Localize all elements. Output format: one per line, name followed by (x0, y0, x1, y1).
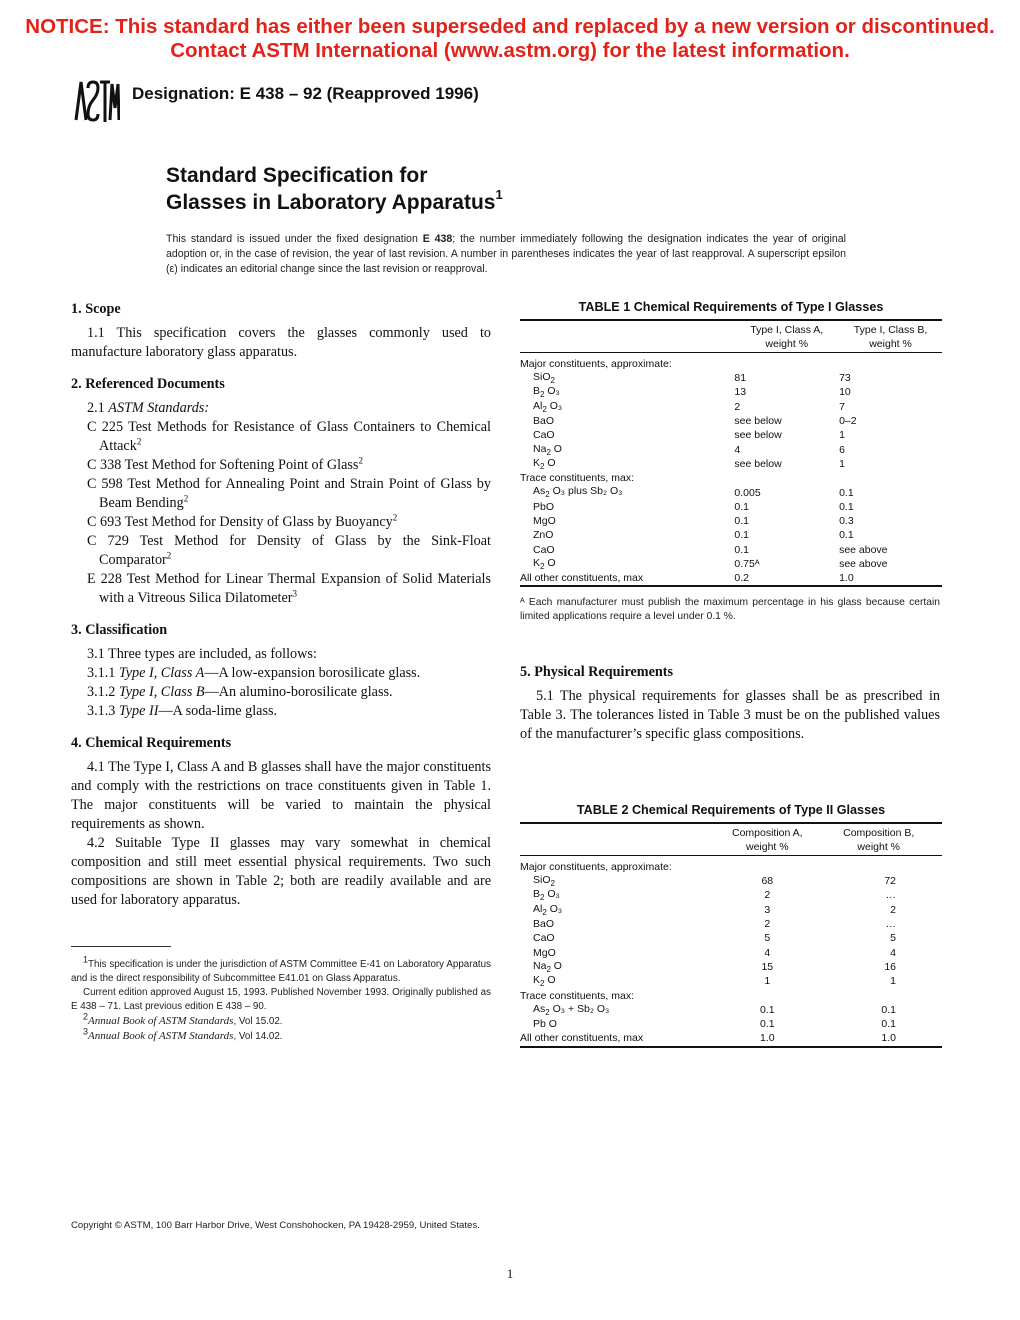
reference-item (71, 570, 491, 608)
type-number: 3.1.3 (87, 703, 119, 719)
value-cell-b: 72 (884, 875, 896, 888)
right-column-section-5 (520, 663, 940, 744)
formula-subscript: 2 (550, 879, 555, 889)
formula-rest: O₃ plus Sb₂ O₃ (549, 485, 623, 498)
footnote-1-text: This specification is under the jurisdiction of ASTM Committee E-41 on Laboratory Apparatus and is the direct responsibility of Subcommittee E41.01 on Glass Apparatus. (71, 959, 491, 984)
formula-subscript: 2 (540, 390, 545, 400)
type-description: —An alumino-borosilicate glass. (204, 684, 393, 700)
section-5-1: 5.1 The physical requirements for glasses shall be as prescribed in Table 3. The tolerances listed in Table 3 must be on the published values of the manufacturer’s specific glass compositions. (520, 688, 940, 742)
value-cell-a: 5 (764, 932, 771, 945)
formula: ZnO (533, 529, 554, 542)
value-cell-a: 4 (764, 946, 771, 959)
formula-subscript: 2 (542, 404, 547, 414)
table-row (520, 974, 942, 988)
table-row (520, 557, 942, 571)
formula-rest: O₃ (544, 385, 560, 398)
reference-footnote-mark: 2 (392, 512, 398, 523)
value-cell-b: 7 (839, 400, 845, 413)
value-cell-a: 0.1 (734, 543, 750, 556)
issuance-note (166, 232, 846, 277)
formula: Na (533, 959, 547, 972)
table-2-header-col-a (719, 823, 815, 856)
reference-item (71, 513, 491, 532)
value-cell-a (719, 988, 815, 1002)
reference-item (71, 532, 491, 570)
constituent-cell (520, 960, 719, 974)
table-1-caption: TABLE 1 Chemical Requirements of Type I Glasses (578, 300, 884, 314)
formula-subscript: 2 (550, 376, 555, 386)
section-4-1: 4.1 The Type I, Class A and B glasses shall have the major constituents and comply with the restrictions on trace constituents given in Table 1. The major constituents will be varied to maintain the physical requirements as shown. (71, 759, 491, 832)
section-4-heading: 4. Chemical Requirements (71, 735, 232, 751)
value-cell-b: 1 (890, 975, 896, 988)
title-line-1: Standard Specification for (166, 164, 428, 187)
section-2-1-label: ASTM Standards: (108, 400, 210, 416)
footnote-3-volume: , Vol 14.02. (233, 1031, 283, 1042)
table-row (520, 485, 942, 499)
page-number: 1 (506, 1266, 514, 1281)
section-3-1: 3.1 Three types are included, as follows: (87, 646, 317, 662)
value-cell-b: 0.1 (839, 500, 854, 513)
table-2-header-col-b (815, 823, 942, 856)
formula: Pb O (533, 1018, 557, 1031)
table-2-caption: TABLE 2 Chemical Requirements of Type II Glasses (576, 803, 886, 817)
formula-subscript: 2 (545, 490, 550, 500)
constituent-cell: Trace constituents, max: (520, 472, 634, 485)
value-cell-a: 15 (761, 960, 774, 973)
section-3-heading: 3. Classification (71, 622, 168, 638)
value-cell-a: 2 (764, 889, 771, 902)
footnote-2-book: Annual Book of ASTM Standards (88, 1015, 234, 1027)
intro-text-b: ; the number immediately following the designation indicates the year of original adoption or, in the case of revision, the year of last revision. A number in parentheses indicates the year of last reapproval. A superscript epsilon (ε) indicates an editorial change since the last revision or reapproval. (166, 233, 846, 275)
formula: K (533, 974, 541, 987)
table-row (520, 428, 942, 442)
formula-rest: O₃ (546, 902, 563, 915)
notice-line-1: NOTICE: This standard has either been superseded and replaced by a new version or discontinued. (25, 15, 995, 38)
constituent-cell (520, 888, 719, 902)
formula-subscript: 2 (540, 893, 545, 903)
value-cell-a (734, 471, 839, 485)
footnote-3 (71, 1026, 491, 1044)
document-title (166, 162, 503, 216)
value-cell-b: … (885, 918, 896, 931)
reference-footnote-mark: 3 (292, 588, 298, 599)
intro-designation: E 438 (422, 233, 453, 245)
table-row (520, 500, 942, 514)
header-line: Composition A, (731, 826, 803, 839)
constituent-cell (520, 514, 734, 528)
value-cell-b: 1.0 (815, 1031, 942, 1046)
constituent-cell (520, 1003, 719, 1017)
value-cell-b: 6 (839, 443, 845, 456)
table-1-header-col-a (734, 320, 839, 353)
header-line: weight % (857, 840, 901, 853)
formula-rest: O (544, 556, 556, 569)
value-cell-b: 4 (890, 946, 896, 959)
reference-text: C 338 Test Method for Softening Point of Glass (87, 457, 359, 473)
reference-item (71, 418, 491, 456)
value-cell-a: 0.2 (734, 571, 839, 586)
type-description: —A soda-lime glass. (158, 703, 278, 719)
type-item (71, 683, 491, 702)
formula: As (533, 485, 546, 498)
section-2-1-number: 2.1 (87, 400, 109, 416)
formula-rest: O₃ (546, 399, 563, 412)
intro-text-a: This standard is issued under the fixed designation (166, 233, 423, 245)
value-cell-b: 1.0 (839, 571, 942, 586)
value-cell-a: 0.1 (734, 500, 750, 513)
constituent-cell (520, 371, 734, 385)
constituent-cell (520, 485, 734, 499)
formula: BaO (533, 918, 555, 931)
reference-text: E 228 Test Method for Linear Thermal Expansion of Solid Materials with a Vitreous Silica Dilatometer (87, 571, 491, 606)
footnote-2-volume: , Vol 15.02. (233, 1016, 283, 1027)
constituent-cell (520, 457, 734, 471)
formula-subscript: 2 (540, 979, 545, 989)
formula: MgO (533, 515, 556, 528)
formula: BaO (533, 415, 555, 428)
table-row (520, 931, 942, 945)
table-row (520, 874, 942, 888)
table-2-header-row (520, 823, 942, 856)
left-column (71, 300, 491, 910)
table-row (520, 1017, 942, 1031)
value-cell-a: 0.1 (734, 515, 750, 528)
constituent-cell (520, 414, 734, 428)
designation: Designation: E 438 – 92 (Reapproved 1996) (132, 84, 479, 103)
value-cell-a: 1.0 (719, 1031, 815, 1046)
value-cell-a (734, 353, 839, 372)
formula-subscript: 2 (546, 447, 551, 457)
value-cell-b (815, 856, 942, 875)
value-cell-b: 1 (839, 457, 845, 470)
formula: B (533, 385, 541, 398)
title-line-2 (166, 189, 503, 216)
section-2-heading: 2. Referenced Documents (71, 376, 225, 392)
constituent-cell (520, 931, 719, 945)
type-item (71, 702, 491, 721)
header-line: weight % (746, 840, 789, 853)
value-cell-b (839, 471, 942, 485)
reference-text: C 598 Test Method for Annealing Point and Strain Point of Glass by Beam Bending (87, 476, 491, 511)
value-cell-b: 0.3 (839, 515, 854, 528)
reference-footnote-mark: 2 (358, 455, 363, 466)
constituent-cell (520, 500, 734, 514)
header-line: Type I, Class A, (750, 323, 824, 336)
formula: Al (533, 902, 543, 915)
formula-subscript: 2 (542, 907, 547, 917)
table-row (520, 888, 942, 902)
value-cell-b: 73 (839, 372, 851, 385)
table-row (520, 442, 942, 456)
reference-item (71, 456, 491, 475)
table-row (520, 400, 942, 414)
section-4-2: 4.2 Suitable Type II glasses may vary somewhat in chemical composition and still meet essential physical requirements. Two such compositions are shown in Table 2; both are readily available and are used for laboratory apparatus. (71, 835, 491, 908)
constituent-cell: Trace constituents, max: (520, 989, 634, 1002)
table-1-header-blank (520, 320, 734, 353)
value-cell-b (839, 353, 942, 372)
table-1 (520, 319, 942, 587)
value-cell-b (815, 988, 942, 1002)
footnote-1-mark: 1 (83, 954, 89, 965)
type-label: Type I, Class A (118, 665, 205, 681)
table-row (520, 471, 942, 485)
type-label: Type I, Class B (118, 684, 205, 700)
table-1-header-row (520, 320, 942, 353)
notice-line-2: Contact ASTM International (www.astm.org) for the latest information. (170, 39, 850, 62)
formula-subscript: 2 (546, 964, 551, 974)
table-1-footnote: ᴬ Each manufacturer must publish the maximum percentage in his glass because certain limited applications require a level under 0.1 %. (520, 597, 940, 622)
constituent-cell (520, 903, 719, 917)
value-cell-b: 0–2 (839, 415, 857, 428)
section-2-1 (71, 399, 491, 418)
footnote-divider (71, 946, 171, 947)
table-row (520, 1031, 942, 1046)
reference-text: C 729 Test Method for Density of Glass by the Sink-Float Comparator (87, 533, 491, 568)
formula: As (533, 1002, 546, 1015)
formula: Al (533, 399, 543, 412)
formula: K (533, 456, 541, 469)
reference-footnote-mark: 2 (166, 550, 172, 561)
footnote-1 (71, 954, 491, 986)
value-cell-a: 0.005 (734, 486, 761, 499)
header-line: Composition B, (843, 826, 915, 839)
formula: PbO (533, 500, 555, 513)
formula-rest: O (550, 442, 562, 455)
value-cell-a: 0.1 (760, 1003, 775, 1016)
formula: Na (533, 442, 547, 455)
formula-rest: O₃ (544, 888, 560, 901)
formula-rest: O (544, 974, 556, 987)
type-item (71, 664, 491, 683)
value-cell-a: 81 (734, 372, 747, 385)
astm-logo-icon (72, 78, 120, 124)
value-cell-b: 0.1 (839, 486, 854, 499)
constituent-cell (520, 400, 734, 414)
table-row (520, 528, 942, 542)
table-row (520, 903, 942, 917)
footnote-2 (71, 1011, 491, 1029)
formula-subscript: 2 (545, 1007, 550, 1017)
value-cell-a: 1 (764, 975, 771, 988)
footnote-2-mark: 2 (83, 1011, 89, 1022)
value-cell-a: 13 (734, 386, 747, 399)
table-row (520, 457, 942, 471)
constituent-cell (520, 974, 719, 988)
constituent-cell (520, 557, 734, 571)
table-1-header-col-b (839, 320, 942, 353)
constituent-cell (520, 1017, 719, 1031)
type-number: 3.1.1 (87, 665, 119, 681)
reference-footnote-mark: 2 (183, 493, 189, 504)
constituent-cell: All other constituents, max (520, 1031, 719, 1046)
value-cell-b: 1 (839, 429, 845, 442)
value-cell-a: see below (734, 457, 782, 470)
copyright: Copyright © ASTM, 100 Barr Harbor Drive, West Conshohocken, PA 19428-2959, United States. (71, 1220, 480, 1231)
formula: SiO (533, 874, 551, 887)
formula-rest: O₃ + Sb₂ O₃ (549, 1002, 610, 1015)
value-cell-a: 0.1 (760, 1018, 775, 1031)
value-cell-a (719, 856, 815, 875)
formula: CaO (533, 543, 555, 556)
table-row (520, 414, 942, 428)
formula: CaO (533, 429, 555, 442)
value-cell-a: 0.1 (734, 529, 750, 542)
table-row (520, 988, 942, 1002)
constituent-cell: Major constituents, approximate: (520, 861, 672, 873)
constituent-cell (520, 442, 734, 456)
value-cell-a: 4 (734, 443, 741, 456)
table-row (520, 353, 942, 372)
value-cell-a: 68 (761, 875, 774, 888)
constituent-cell (520, 917, 719, 931)
value-cell-b: … (885, 889, 896, 902)
table-row (520, 1003, 942, 1017)
footnote-1-continued: Current edition approved August 15, 1993. Published November 1993. Originally published as E 438 – 71. Last previous edition E 438 – 90. (71, 987, 491, 1012)
type-label: Type II (118, 703, 159, 719)
constituent-cell (520, 428, 734, 442)
header-line: weight % (869, 337, 912, 350)
formula: K (533, 556, 541, 569)
constituent-cell: Major constituents, approximate: (520, 358, 672, 370)
section-1-1: 1.1 This specification covers the glasses commonly used to manufacture laboratory glass apparatus. (71, 325, 491, 360)
table-2-header-blank (520, 823, 719, 856)
formula: SiO (533, 371, 551, 384)
value-cell-a: see below (734, 415, 782, 428)
value-cell-b: 10 (839, 386, 851, 399)
formula: MgO (533, 946, 556, 959)
value-cell-b: 0.1 (881, 1018, 896, 1031)
section-1-heading: 1. Scope (71, 301, 121, 317)
value-cell-b: 0.1 (881, 1003, 896, 1016)
table-row (520, 960, 942, 974)
table-row (520, 856, 942, 875)
value-cell-a: 3 (764, 903, 771, 916)
title-text: Glasses in Laboratory Apparatus (166, 191, 496, 214)
constituent-cell (520, 385, 734, 399)
type-number: 3.1.2 (87, 684, 119, 700)
table-2 (520, 822, 942, 1048)
constituent-cell (520, 528, 734, 542)
formula-subscript: 2 (540, 461, 545, 471)
value-cell-b: 2 (890, 903, 896, 916)
value-cell-a: 2 (764, 918, 771, 931)
footnotes (71, 954, 491, 1044)
reference-text: C 225 Test Methods for Resistance of Glass Containers to Chemical Attack (87, 419, 491, 454)
constituent-cell (520, 874, 719, 888)
header-line: Type I, Class B, (853, 323, 928, 336)
type-description: —A low-expansion borosilicate glass. (204, 665, 421, 681)
formula-subscript: 2 (540, 562, 545, 572)
constituent-cell: All other constituents, max (520, 571, 734, 586)
footnote-3-book: Annual Book of ASTM Standards (88, 1030, 234, 1042)
reference-text: C 693 Test Method for Density of Glass by Buoyancy (87, 514, 393, 530)
table-row (520, 917, 942, 931)
value-cell-a: 2 (734, 400, 741, 413)
title-footnote-mark: 1 (495, 187, 503, 202)
constituent-cell (520, 543, 734, 557)
formula-rest: O (550, 959, 562, 972)
header-line: weight % (765, 337, 809, 350)
reference-footnote-mark: 2 (136, 436, 142, 447)
table-row (520, 543, 942, 557)
table-row (520, 514, 942, 528)
formula-rest: O (544, 456, 556, 469)
value-cell-b: 5 (890, 932, 896, 945)
table-row (520, 571, 942, 586)
footnote-3-mark: 3 (83, 1026, 89, 1037)
value-cell-a: 0.75ᴬ (734, 558, 760, 570)
table-row (520, 945, 942, 959)
value-cell-b: 0.1 (839, 529, 854, 542)
value-cell-b: see above (839, 543, 888, 556)
formula: CaO (533, 932, 555, 945)
value-cell-b: 16 (884, 960, 896, 973)
table-row (520, 371, 942, 385)
value-cell-a: see below (734, 429, 782, 442)
value-cell-b: see above (839, 558, 888, 570)
constituent-cell (520, 945, 719, 959)
section-5-heading: 5. Physical Requirements (520, 664, 674, 680)
reference-item (71, 475, 491, 513)
table-row (520, 385, 942, 399)
formula: B (533, 888, 541, 901)
